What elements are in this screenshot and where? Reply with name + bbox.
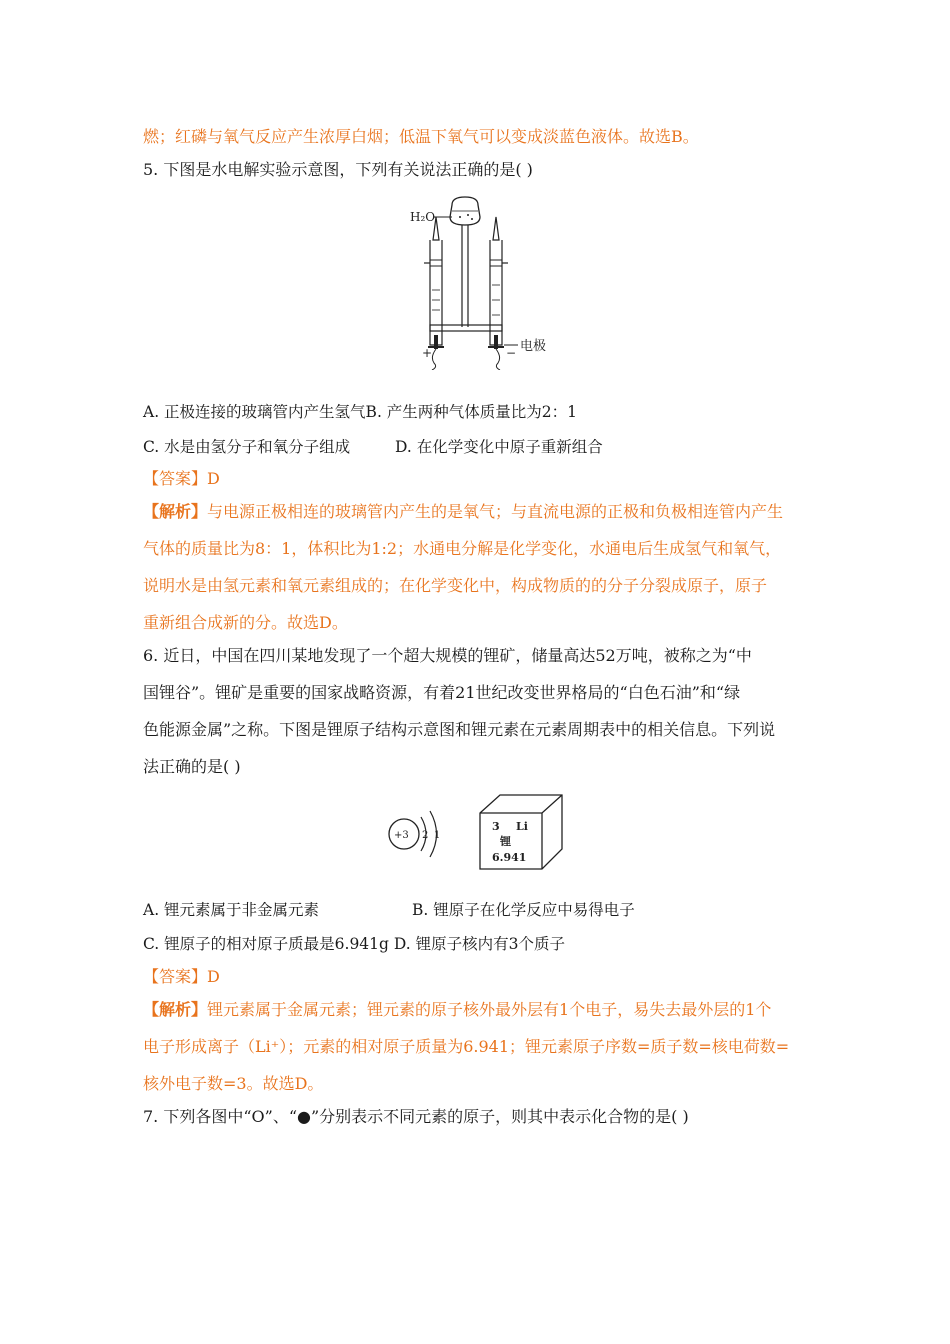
q6-analysis-line-1 — [143, 999, 771, 1021]
electrode-label: 电极 — [520, 339, 547, 354]
lithium-atom-diagram — [385, 805, 455, 865]
q6-option-a: A. 锂元素属于非金属元素 — [143, 901, 320, 919]
q6-stem-line-3: 色能源金属”之称。下图是锂原子结构示意图和锂元素在元素周期表中的相关信息。下列说 — [143, 720, 776, 739]
analysis-text: 与电源正极相连的玻璃管内产生的是氧气；与直流电源的正极和负极相连管内产生 — [207, 502, 784, 521]
q7-stem: 7. 下列各图中“O”、“●”分别表示不同元素的原子，则其中表示化合物的是( ) — [143, 1107, 689, 1126]
lithium-element-cell — [478, 793, 568, 871]
q6-stem-line-2: 国锂谷”。锂矿是重要的国家战略资源，有着21世纪改变世界格局的“白色石油”和“绿 — [143, 683, 741, 702]
q6-option-c-d: C. 锂原子的相对原子质最是6.941g D. 锂原子核内有3个质子 — [143, 935, 565, 953]
q5-stem: 5. 下图是水电解实验示意图，下列有关说法正确的是( ) — [143, 160, 533, 179]
nucleus-charge: +3 — [394, 830, 409, 841]
analysis-text: 锂元素属于金属元素；锂元素的原子核外最外层有1个电子，易失去最外层的1个 — [207, 1000, 772, 1019]
plus-sign: + — [422, 346, 433, 360]
answer-value: D — [207, 967, 220, 986]
q5-analysis-line-2: 气体的质量比为8：1，体积比为1:2；水通电分解是化学变化，水通电后生成氢气和氧气， — [143, 539, 782, 558]
analysis-label: 【解析】 — [143, 1000, 208, 1019]
q6-analysis-line-2: 电子形成离子（Li⁺）；元素的相对原子质量为6.941；锂元素原子序数=质子数=核电荷数= — [143, 1037, 790, 1056]
q5-option-c: C. 水是由氢分子和氧分子组成 — [143, 438, 351, 456]
q6-stem-line-4: 法正确的是( ) — [143, 757, 241, 776]
answer-value: D — [207, 469, 220, 488]
q5-answer — [143, 468, 220, 490]
answer-label: 【答案】 — [143, 967, 208, 986]
electrolysis-diagram — [400, 195, 560, 370]
analysis-label: 【解析】 — [143, 502, 208, 521]
q5-option-a-b: A. 正极连接的玻璃管内产生氢气B. 产生两种气体质量比为2：1 — [143, 403, 578, 421]
minus-sign: − — [506, 346, 517, 360]
q6-stem-line-1: 6. 近日，中国在四川某地发现了一个超大规模的锂矿，储量高达52万吨，被称之为“中 — [143, 646, 752, 665]
element-name: 锂 — [500, 835, 511, 848]
atomic-number: 3 — [492, 820, 500, 833]
q5-analysis-line-3: 说明水是由氢元素和氧元素组成的；在化学变化中，构成物质的的分子分裂成原子，原子 — [143, 576, 768, 595]
shell-1-electrons: 2 — [422, 830, 429, 841]
q5-analysis-line-4: 重新组合成新的分。故选D。 — [143, 613, 348, 632]
water-label: H₂O — [410, 210, 436, 224]
q6-option-b: B. 锂原子在化学反应中易得电子 — [412, 901, 635, 919]
prev-analysis-tail: 燃；红磷与氧气反应产生浓厚白烟；低温下氧气可以变成淡蓝色液体。故选B。 — [143, 127, 699, 146]
q6-answer — [143, 966, 220, 988]
shell-2-electrons: 1 — [434, 830, 441, 841]
element-symbol: Li — [516, 820, 528, 833]
q6-analysis-line-3: 核外电子数=3。故选D。 — [143, 1074, 324, 1093]
q5-analysis-line-1 — [143, 501, 783, 523]
atomic-mass: 6.941 — [492, 851, 527, 864]
answer-label: 【答案】 — [143, 469, 208, 488]
q5-option-d: D. 在化学变化中原子重新组合 — [395, 438, 603, 456]
